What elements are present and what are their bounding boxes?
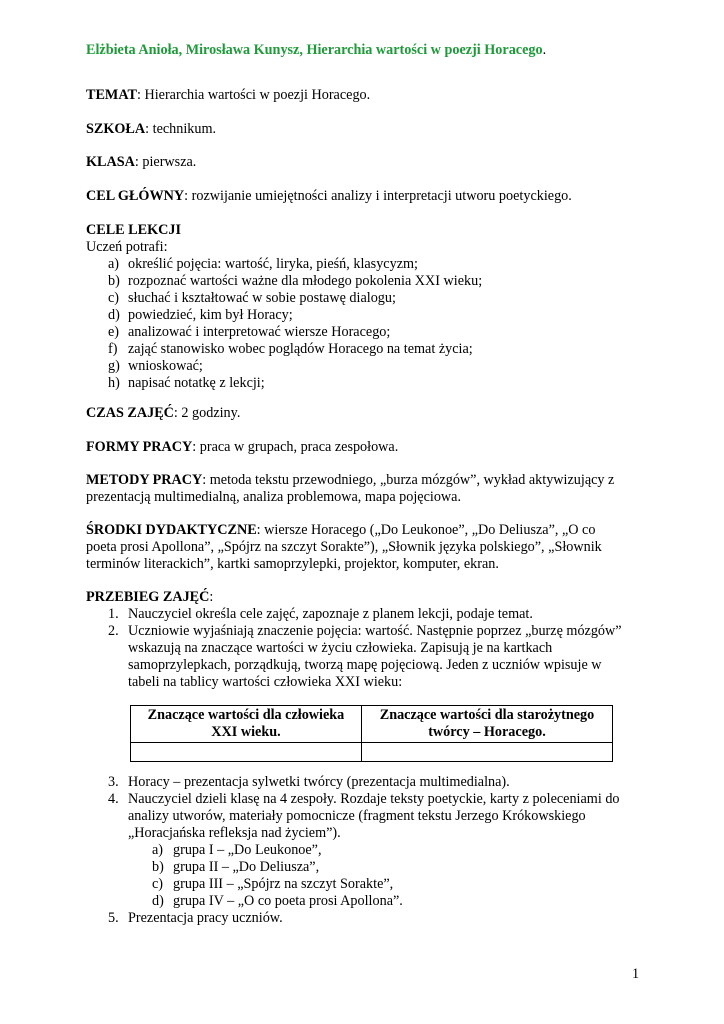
step4-line-3: „Horacjańska refleksja nad życiem”).: [128, 825, 341, 841]
list-item: [86, 290, 646, 307]
list-item: [86, 324, 646, 341]
cel-label: CEL GŁÓWNY: [86, 188, 185, 204]
szkola-line: [86, 121, 646, 138]
list-item: [86, 842, 646, 859]
przebieg-label: PRZEBIEG ZAJĘĆ: [86, 589, 210, 605]
list-item: [86, 358, 646, 375]
list-marker: e): [108, 324, 120, 340]
list-marker: g): [108, 358, 120, 374]
table-header-col2: [361, 706, 612, 743]
list-item: [86, 876, 646, 893]
list-item-text: grupa IV – „O co poeta prosi Apollona”.: [173, 893, 403, 909]
cele-lekcji-heading: [86, 222, 646, 239]
metody-line-2: prezentacją multimedialną, analiza problemowa, mapa pojęciowa.: [86, 489, 462, 505]
list-item: [86, 273, 646, 290]
step2-line-3: samoprzylepkach, porządkują, tworzą mapę pojęciową. Jeden z uczniów wpisuje w: [128, 657, 602, 673]
klasa-label: KLASA: [86, 154, 135, 170]
metody-line-1: [86, 472, 646, 489]
list-marker: 2.: [108, 623, 119, 639]
list-marker: a): [152, 842, 164, 858]
list-item: [86, 375, 646, 392]
list-item: [86, 910, 646, 927]
step2-line-2: wskazują na znaczące wartości w życiu człowieka. Zapisują je na kartkach: [128, 640, 553, 656]
temat-value: : Hierarchia wartości w poezji Horacego.: [136, 87, 371, 103]
list-item-text: słuchać i kształtować w sobie postawę dialogu;: [128, 290, 396, 306]
temat-line: [86, 87, 646, 104]
srodki-text: : wiersze Horacego („Do Leukonoe”, „Do Deliusza”, „O co: [256, 522, 596, 538]
czas-line: [86, 405, 646, 422]
cele-lekcji-label: CELE LEKCJI: [86, 222, 182, 238]
formy-value: : praca w grupach, praca zespołowa.: [192, 439, 399, 455]
list-item-text: rozpoznać wartości ważne dla młodego pokolenia XXI wieku;: [128, 273, 483, 289]
list-item: [86, 893, 646, 910]
list-item: [86, 623, 646, 691]
przebieg-list-a: [86, 606, 646, 691]
document-header: [86, 42, 546, 59]
temat-label: TEMAT: [86, 87, 137, 103]
list-item: [86, 774, 646, 791]
list-marker: 3.: [108, 774, 119, 790]
metody-label: METODY PRACY: [86, 472, 203, 488]
srodki-line-1: [86, 522, 646, 539]
list-item-text: analizować i interpretować wiersze Horacego;: [128, 324, 391, 340]
col1-line-1: Znaczące wartości dla człowieka: [147, 707, 345, 723]
klasa-line: [86, 154, 646, 171]
formy-line: [86, 439, 646, 456]
list-marker: b): [108, 273, 120, 289]
list-marker: d): [108, 307, 120, 323]
step4-line-1: Nauczyciel dzieli klasę na 4 zespoły. Rozdaje teksty poetyckie, karty z poleceniami do: [128, 791, 620, 807]
list-item-text: określić pojęcia: wartość, liryka, pieśń, klasycyzm;: [128, 256, 418, 272]
srodki-line-3: terminów literackich”, kartki samoprzylepki, projektor, komputer, ekran.: [86, 556, 499, 572]
list-marker: c): [108, 290, 120, 306]
table-header-row: [131, 706, 613, 743]
list-item: [86, 791, 646, 842]
step4-line-2: analizy utworów, materiały pomocnicze (fragment tekstu Jerzego Krókowskiego: [128, 808, 586, 824]
col2-line-1: Znaczące wartości dla starożytnego: [379, 707, 595, 723]
list-item-text: Horacy – prezentacja sylwetki twórcy (prezentacja multimedialna).: [128, 774, 510, 790]
list-marker: b): [152, 859, 164, 875]
list-marker: a): [108, 256, 120, 272]
list-item-text: Prezentacja pracy uczniów.: [128, 910, 283, 926]
list-item-text: Nauczyciel określa cele zajęć, zapoznaje z planem lekcji, podaje temat.: [128, 606, 533, 622]
list-item-text: zająć stanowisko wobec poglądów Horacego na temat życia;: [128, 341, 473, 357]
list-item-text: wnioskować;: [128, 358, 203, 374]
table-cell: [131, 743, 362, 762]
szkola-value: : technikum.: [145, 121, 217, 137]
groups-list: [86, 842, 646, 910]
list-item-text: grupa I – „Do Leukonoe”,: [173, 842, 322, 858]
list-item-text: grupa II – „Do Deliusza”,: [173, 859, 320, 875]
list-marker: c): [152, 876, 164, 892]
list-marker: h): [108, 375, 120, 391]
table-cell: [361, 743, 612, 762]
czas-label: CZAS ZAJĘĆ: [86, 405, 174, 421]
list-item-text: napisać notatkę z lekcji;: [128, 375, 265, 391]
srodki-line-2: poeta prosi Apollona”, „Spójrz na szczyt Sorakte”), „Słownik języka polskiego”, „Słownik: [86, 539, 602, 555]
list-item-text: grupa III – „Spójrz na szczyt Sorakte”,: [173, 876, 394, 892]
list-item: [86, 256, 646, 273]
table-row: [131, 743, 613, 762]
przebieg-colon: :: [209, 589, 214, 605]
metody-block: [86, 472, 646, 506]
values-table: [130, 705, 613, 762]
klasa-value: : pierwsza.: [134, 154, 197, 170]
list-item: [86, 307, 646, 324]
list-marker: 4.: [108, 791, 119, 807]
srodki-block: [86, 522, 646, 573]
czas-value: : 2 godziny.: [173, 405, 241, 421]
step2-line-4: tabeli na tablicy wartości człowieka XXI wieku:: [128, 674, 403, 690]
przebieg-heading: [86, 589, 646, 606]
przebieg-list-c: [86, 910, 646, 927]
cele-lekcji-intro: Uczeń potrafi:: [86, 239, 168, 255]
header-text: Elżbieta Anioła, Mirosława Kunysz, Hierarchia wartości w poezji Horacego: [86, 42, 543, 58]
cele-lekcji-list: [86, 256, 646, 392]
cel-line: [86, 188, 646, 205]
col2-line-2: twórcy – Horacego.: [428, 724, 546, 740]
list-marker: d): [152, 893, 164, 909]
list-item: [86, 859, 646, 876]
szkola-label: SZKOŁA: [86, 121, 146, 137]
list-marker: 5.: [108, 910, 119, 926]
srodki-label: ŚRODKI DYDAKTYCZNE: [86, 522, 257, 538]
list-item-text: powiedzieć, kim był Horacy;: [128, 307, 293, 323]
col1-line-2: XXI wieku.: [211, 724, 281, 740]
list-marker: f): [108, 341, 118, 357]
page-number: 1: [632, 966, 640, 982]
step2-line-1: Uczniowie wyjaśniają znaczenie pojęcia: wartość. Następnie poprzez „burzę mózgów”: [128, 623, 622, 639]
formy-label: FORMY PRACY: [86, 439, 193, 455]
table-header-col1: [131, 706, 362, 743]
cel-value: : rozwijanie umiejętności analizy i interpretacji utworu poetyckiego.: [184, 188, 572, 204]
list-item: [86, 606, 646, 623]
list-item: [86, 341, 646, 358]
list-marker: 1.: [108, 606, 119, 622]
przebieg-list-b: [86, 774, 646, 842]
metody-text: : metoda tekstu przewodniego, „burza mózgów”, wykład aktywizujący z: [202, 472, 615, 488]
header-period: .: [542, 42, 547, 58]
